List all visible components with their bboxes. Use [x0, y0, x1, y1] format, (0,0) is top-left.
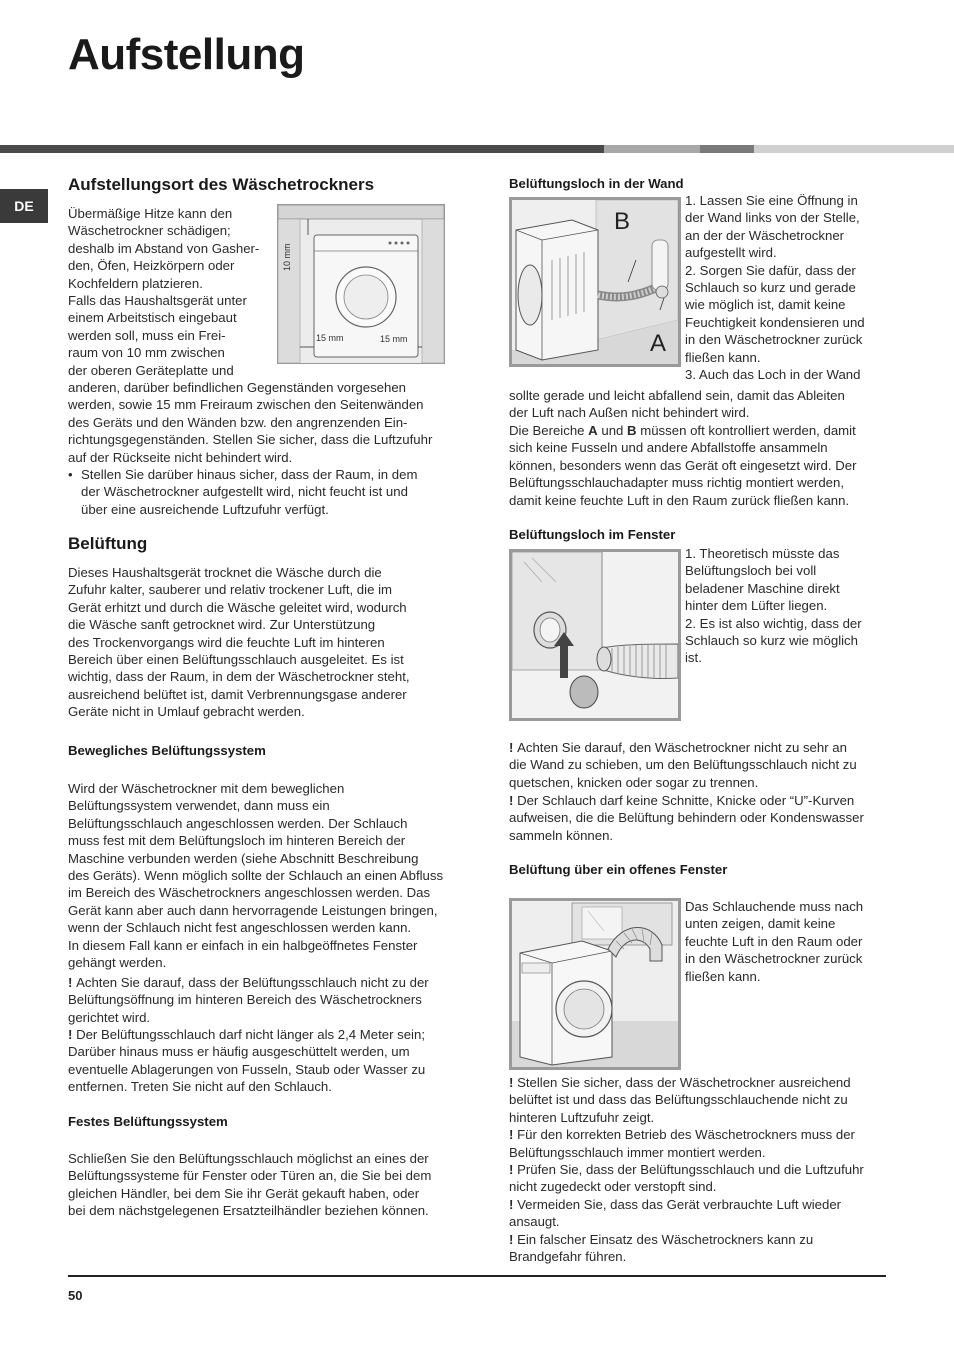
text-span: Maschine verbunden werden (siehe Abschnitt Beschreibung: [68, 850, 419, 866]
text-line: [685, 349, 895, 366]
text-line: [68, 867, 458, 884]
text-line: [81, 483, 461, 500]
text-span: Übermäßige Hitze kann den: [68, 206, 233, 221]
label-15mm-left: 15 mm: [316, 333, 344, 343]
warning-fenster-2: [509, 792, 899, 844]
text-span: 1. Lassen Sie eine Öffnung in: [685, 193, 858, 208]
subheading-bewegliches: Bewegliches Belüftungssystem: [68, 743, 266, 758]
warning-icon: !: [509, 1196, 518, 1212]
text-span: unten zeigen, damit keine: [685, 916, 836, 932]
text-line: [509, 492, 899, 509]
subheading-fenster: Belüftungsloch im Fenster: [509, 527, 676, 542]
window-vent-illustration: [512, 552, 678, 718]
text-line: [68, 1061, 458, 1078]
warning-icon: !: [509, 1075, 518, 1090]
header-bar-light: [754, 145, 954, 153]
text-span: in den Wäschetrockner zurück: [685, 951, 863, 967]
text-line: [68, 292, 278, 309]
text-line: [68, 379, 458, 396]
bullet-item-room: [68, 466, 461, 518]
paragraph-wand-wide: [509, 387, 899, 422]
text-line: [685, 366, 895, 383]
text-line: [68, 1026, 458, 1043]
text-span: Geräte nicht in Umlauf gebracht werden.: [68, 704, 305, 720]
text-line: [685, 227, 895, 244]
text-span: aufweisen, die die Belüftung behindern oder Kondenswasser: [509, 810, 864, 826]
text-line: [68, 651, 458, 668]
text-span: feuchte Luft in den Raum oder: [685, 933, 863, 949]
text-span: des Geräts und den Wänden bzw. den angrenzenden Ein-: [68, 414, 408, 430]
warning-fenster-1: [509, 739, 899, 791]
text-line: [685, 244, 895, 261]
text-span: Prüfen Sie, dass der Belüftungsschlauch und die Luftzufuhr: [517, 1162, 864, 1178]
warning-icon: !: [509, 740, 518, 755]
text-span: aufgestellt wird.: [685, 245, 777, 261]
paragraph-festes: [68, 1150, 458, 1220]
text-span: Der Belüftungsschlauch darf nicht länger als 2,4 Meter sein;: [76, 1027, 425, 1042]
warning-bewegliches-1: [68, 974, 458, 1026]
text-line: [509, 1091, 899, 1108]
footer-rule: [68, 1275, 886, 1277]
text-span: ausreichend belüftet ist, damit Verbrennungsgase anderer: [68, 686, 407, 702]
text-line: [509, 827, 899, 844]
subheading-offenes-fenster: Belüftung über ein offenes Fenster: [509, 862, 728, 877]
text-span: im Bereich des Wäschetrockners angeschlossen werden. Das: [68, 885, 431, 901]
text-line: [685, 562, 895, 579]
text-line: [68, 797, 458, 814]
text-line: [68, 634, 458, 651]
text-span: Falls das Haushaltsgerät unter: [68, 293, 247, 309]
text-span: Stellen Sie darüber hinaus sicher, dass der Raum, in dem: [81, 467, 418, 482]
text-line: [685, 915, 895, 932]
subheading-festes: Festes Belüftungssystem: [68, 1114, 228, 1129]
warning-icon: !: [509, 1162, 518, 1178]
text-span: Feuchtigkeit kondensieren und: [685, 314, 865, 330]
text-span: die Wand zu schieben, um den Belüftungsschlauch nicht zu: [509, 757, 857, 773]
text-span: anderen, darüber befindlichen Gegenständen vorgesehen: [68, 380, 407, 395]
text-line: [68, 919, 458, 936]
paragraph-offenes-side: [685, 898, 895, 985]
text-span: Belüftungsloch bei voll: [685, 563, 817, 579]
text-span: an der der Wäschetrockner: [685, 227, 845, 243]
text-line: [509, 1074, 899, 1091]
text-line: [68, 1150, 458, 1167]
text-line: [509, 439, 899, 456]
text-span: auf der Rückseite nicht behindert wird.: [68, 449, 293, 465]
text-line: [509, 809, 899, 826]
text-span: Darüber hinaus muss er häufig ausgeschüttelt werden, um: [68, 1044, 410, 1060]
text-span: fließen kann.: [685, 349, 761, 365]
text-line: [685, 632, 895, 649]
text-line: [68, 1043, 458, 1060]
text-span: über eine ausreichende Luftzufuhr verfügt.: [81, 501, 329, 517]
warnings-offenes-list: [509, 1074, 899, 1265]
text-span: damit keine feuchte Luft in den Raum zurück fließen kann.: [509, 492, 850, 508]
text-span: Wird der Wäschetrockner mit dem beweglichen: [68, 781, 345, 796]
warning-icon: !: [68, 1027, 77, 1042]
text-line: [685, 209, 895, 226]
text-line: [68, 431, 458, 448]
header-bar-dark: [0, 145, 604, 153]
text-line: [68, 1167, 458, 1184]
text-span: Kochfeldern platzieren.: [68, 275, 203, 291]
text-line: [685, 950, 895, 967]
text-line: [685, 545, 895, 562]
text-span: werden soll, muss ein Frei-: [68, 327, 226, 343]
text-line: [685, 331, 895, 348]
text-line: [68, 257, 278, 274]
text-span: der Wäschetrockner aufgestellt wird, nicht feucht ist und: [81, 484, 408, 500]
text-line: [68, 850, 458, 867]
text-line: [685, 597, 895, 614]
text-span: richtungsgegenständen. Stellen Sie sicher, dass die Luftzufuhr: [68, 432, 433, 448]
text-line: [68, 832, 458, 849]
label-15mm-right: 15 mm: [380, 334, 408, 344]
warning-icon: !: [509, 1127, 518, 1143]
text-line: [68, 1185, 458, 1202]
paragraph-belueftung: [68, 564, 458, 721]
text-span: Stellen Sie sicher, dass der Wäschetrockner ausreichend: [517, 1075, 851, 1090]
text-span: Achten Sie darauf, dass der Belüftungsschlauch nicht zu der: [76, 975, 429, 990]
text-line: [685, 615, 895, 632]
warning-icon: !: [68, 975, 77, 990]
text-line: [509, 792, 899, 809]
text-span: Schlauch so kurz wie möglich: [685, 633, 858, 649]
area-label-b: B: [627, 423, 637, 438]
text-line: [68, 327, 278, 344]
text-line: [685, 898, 895, 915]
text-span: 2. Es ist also wichtig, dass der: [685, 615, 862, 631]
subheading-wand: Belüftungsloch in der Wand: [509, 176, 684, 191]
text-span: Bereich über einen Belüftungsschlauch ausgeleitet. Es ist: [68, 652, 404, 668]
text-span: den, Öfen, Heizkörpern oder: [68, 258, 235, 274]
text-span: Belüftungsöffnung im hinteren Bereich des Wäschetrockners: [68, 992, 422, 1008]
text-line: [509, 1161, 899, 1178]
header-bar-mid: [604, 145, 700, 153]
text-line: [509, 1109, 899, 1126]
text-line: [68, 1078, 458, 1095]
text-line: [685, 580, 895, 597]
text-span: Gerät erhitzt und durch die Wäsche geleitet wird, wodurch: [68, 599, 407, 615]
text-span: der oberen Geräteplatte und: [68, 362, 234, 378]
text-line: [509, 774, 899, 791]
text-span: Das Schlauchende muss nach: [685, 899, 864, 914]
text-line: [68, 275, 278, 292]
text-span: einem Arbeitstisch eingebaut: [68, 310, 237, 326]
text-span: gehängt werden.: [68, 955, 167, 971]
figure-clearance-diagram: [277, 204, 445, 364]
page-number: 50: [68, 1288, 83, 1303]
text-line: [68, 205, 278, 222]
text-span: sollte gerade und leicht abfallend sein, damit das Ableiten: [509, 388, 845, 403]
text-span: In diesem Fall kann er einfach in ein halbgeöffnetes Fenster: [68, 937, 418, 953]
text-span: werden, sowie 15 mm Freiraum zwischen den Seitenwänden: [68, 397, 424, 413]
text-line: [685, 279, 895, 296]
text-line: [68, 954, 458, 971]
text-line: [509, 756, 899, 773]
text-line: [68, 937, 458, 954]
text-span: gerichtet wird.: [68, 1009, 151, 1025]
text-span: Ein falscher Einsatz des Wäschetrockners kann zu: [517, 1231, 814, 1247]
text-line: [68, 599, 458, 616]
text-span: gleichen Händler, bei dem Sie ihr Gerät gekauft haben, oder: [68, 1185, 420, 1201]
text-line: [68, 815, 458, 832]
text-line: [68, 884, 458, 901]
text-line: [509, 739, 899, 756]
paragraph-bewegliches: [68, 780, 458, 971]
text-span: hinter dem Lüfter liegen.: [685, 598, 828, 614]
text-span: können, besonders wenn das Gerät oft eingesetzt wird. Der: [509, 457, 857, 473]
text-span: raum von 10 mm zwischen: [68, 345, 225, 361]
text-span: Wäschetrockner schädigen;: [68, 223, 231, 239]
text-span: hinteren Luftzufuhr zeigt.: [509, 1109, 655, 1125]
text-span: Belüftungssystem verwendet, dann muss ein: [68, 798, 330, 814]
text-span: Zufuhr kalter, sauberer und relativ trockener Luft, die im: [68, 582, 392, 598]
text-span: wichtig, dass der Raum, in dem der Wäschetrockner steht,: [68, 669, 410, 685]
text-span: Belüftungsschlauchadapter muss richtig montiert werden,: [509, 475, 844, 491]
text-line: [68, 240, 278, 257]
text-line: [68, 686, 458, 703]
text-line: [68, 1009, 458, 1026]
text-span: in den Wäschetrockner zurück: [685, 332, 863, 348]
text-line: [68, 668, 458, 685]
text-line: [68, 581, 458, 598]
text-span: quetschen, knicken oder sogar zu trennen.: [509, 774, 759, 790]
label-area-b: B: [614, 208, 631, 235]
language-tab: DE: [0, 189, 48, 223]
header-bar-dark2: [700, 145, 754, 153]
warning-offenes-item: [509, 1161, 899, 1196]
text-line: [68, 902, 458, 919]
text-span: Schließen Sie den Belüftungsschlauch möglichst an eines der: [68, 1151, 429, 1166]
text-line: [68, 449, 458, 466]
dryer-clearance-illustration: [278, 205, 444, 363]
text-line: [68, 780, 458, 797]
text-line: [509, 1196, 899, 1213]
text-span: Brandgefahr führen.: [509, 1249, 627, 1265]
text-line: [81, 466, 461, 483]
text-span: wenn der Schlauch nicht fest angeschlossen werden kann.: [68, 920, 412, 936]
text-span: bei dem nächstgelegenen Ersatzteilhändler beziehen können.: [68, 1203, 429, 1219]
text-span: Schlauch so kurz und gerade: [685, 280, 856, 296]
warning-offenes-item: [509, 1126, 899, 1161]
text-span: wie möglich ist, damit keine: [685, 297, 846, 313]
text-span: des Trockenvorgangs wird die feuchte Luft im hinteren: [68, 634, 385, 650]
text-span: ansaugt.: [509, 1214, 560, 1230]
paragraph-wand-areas: [509, 422, 899, 439]
text-line: [68, 974, 458, 991]
text-span: beladener Maschine direkt: [685, 580, 840, 596]
text-line: [68, 344, 278, 361]
text-line: [509, 387, 899, 404]
text-line: [685, 262, 895, 279]
text-span: sammeln können.: [509, 827, 614, 843]
text-span: des Geräts). Wenn möglich sollte der Schlauch an einen Abfluss: [68, 868, 444, 884]
text-line: [68, 616, 458, 633]
text-line: [685, 933, 895, 950]
text-span: Für den korrekten Betrieb des Wäschetrockners muss der: [517, 1127, 855, 1143]
text-line: [685, 314, 895, 331]
section-heading-belueftung: Belüftung: [68, 534, 148, 553]
text-line: [68, 396, 458, 413]
figure-open-window: [509, 898, 681, 1070]
text-span: Vermeiden Sie, dass das Gerät verbrauchte Luft wieder: [517, 1196, 842, 1212]
text-line: [685, 968, 895, 985]
text-span: Belüftungsschlauch angeschlossen werden. Der Schlauch: [68, 815, 408, 831]
figure-wall-vent: [509, 197, 681, 367]
text-span: 3. Auch das Loch in der Wand: [685, 367, 861, 383]
page-title: Aufstellung: [68, 30, 305, 79]
text-line: [68, 309, 278, 326]
text-line: [685, 296, 895, 313]
figure-window-vent: [509, 549, 681, 721]
text-line: [68, 414, 458, 431]
text-span: der Luft nach Außen nicht behindert wird.: [509, 405, 750, 421]
paragraph-wand-wide-2: [509, 439, 899, 509]
open-window-illustration: [512, 901, 678, 1067]
warning-icon: !: [509, 1231, 518, 1247]
text-span: Belüftungssysteme für Fenster oder Türen an, die Sie bei dem: [68, 1168, 432, 1184]
paragraph-aufstellungsort-wide: [68, 379, 458, 466]
section-heading-aufstellungsort: Aufstellungsort des Wäschetrockners: [68, 175, 375, 194]
text-span: ist.: [685, 650, 702, 666]
text-span: eventuelle Ablagerungen von Fusseln, Staub oder Wasser zu: [68, 1061, 426, 1077]
text-line: [685, 649, 895, 666]
text-line: [68, 564, 458, 581]
text-span: Dieses Haushaltsgerät trocknet die Wäsche durch die: [68, 565, 382, 580]
text-line: [509, 1213, 899, 1230]
text-line: [68, 1202, 458, 1219]
label-area-a: A: [650, 330, 667, 357]
warning-icon: !: [509, 793, 518, 808]
text-span: der Wand links von der Stelle,: [685, 210, 860, 226]
text-line: [509, 474, 899, 491]
text-span: fließen kann.: [685, 968, 761, 984]
text-line: [68, 703, 458, 720]
paragraph-fenster-side: [685, 545, 895, 667]
text-span: Belüftungsschlauch immer montiert werden.: [509, 1144, 766, 1160]
areas-pre: Die Bereiche: [509, 423, 589, 438]
text-line: [509, 1231, 899, 1248]
warning-offenes-item: [509, 1196, 899, 1231]
warning-offenes-item: [509, 1231, 899, 1266]
text-line: [81, 501, 461, 518]
text-span: Achten Sie darauf, den Wäschetrockner nicht zu sehr an: [517, 740, 847, 755]
area-label-a: A: [588, 423, 598, 438]
text-span: entfernen. Treten Sie nicht auf den Schlauch.: [68, 1079, 332, 1095]
paragraph-wand-side: [685, 192, 895, 383]
areas-mid: und: [597, 423, 628, 438]
warning-offenes-item: [509, 1074, 899, 1126]
text-span: die Wäsche sanft getrocknet wird. Zur Unterstützung: [68, 617, 376, 633]
label-10mm: 10 mm: [282, 243, 292, 271]
text-span: sich keine Fusseln und andere Abfallstoffe ansammeln: [509, 440, 828, 456]
text-span: 2. Sorgen Sie dafür, dass der: [685, 262, 856, 278]
text-line: [509, 1248, 899, 1265]
text-span: belüftet ist und dass das Belüftungsschlauchende nicht zu: [509, 1092, 848, 1108]
text-line: [68, 362, 278, 379]
warning-bewegliches-2: [68, 1026, 458, 1096]
text-line: [509, 404, 899, 421]
text-span: Gerät kann aber auch dann hervorragende Leistungen bringen,: [68, 902, 438, 918]
text-span: muss fest mit dem Belüftungsloch im hinteren Bereich der: [68, 833, 406, 849]
text-line: [68, 991, 458, 1008]
text-line: [509, 1126, 899, 1143]
paragraph-aufstellungsort-narrow: [68, 205, 278, 379]
areas-post: müssen oft kontrolliert werden, damit: [636, 423, 856, 438]
text-line: [685, 192, 895, 209]
text-span: 1. Theoretisch müsste das: [685, 546, 840, 561]
text-span: deshalb im Abstand von Gasher-: [68, 240, 260, 256]
text-line: [509, 1144, 899, 1161]
text-line: [509, 1178, 899, 1195]
text-line: [68, 222, 278, 239]
text-span: nicht zugedeckt oder verstopft sind.: [509, 1179, 717, 1195]
text-span: Der Schlauch darf keine Schnitte, Knicke oder “U”-Kurven: [517, 793, 855, 808]
text-line: [509, 457, 899, 474]
